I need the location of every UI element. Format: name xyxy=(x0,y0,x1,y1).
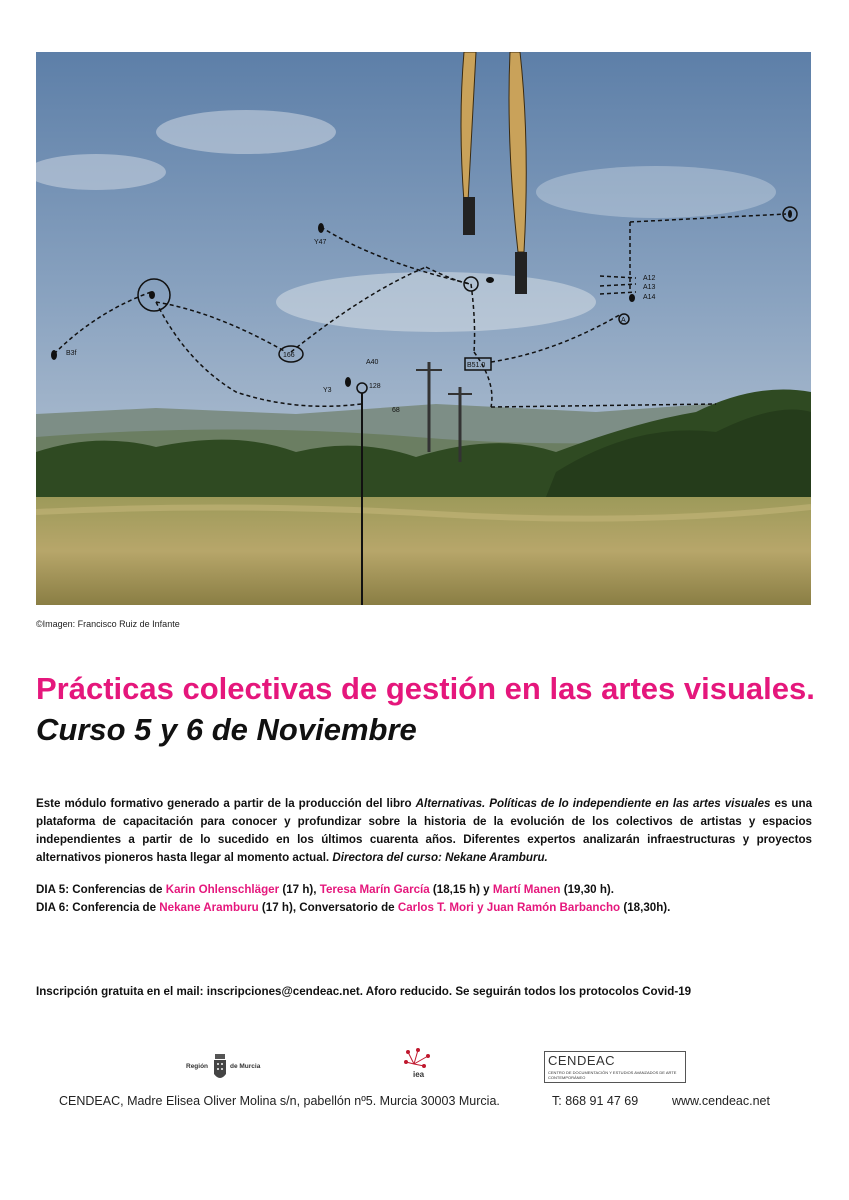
svg-text:Y3: Y3 xyxy=(323,387,332,394)
day6-end: (18,30h). xyxy=(620,901,671,914)
svg-text:A40: A40 xyxy=(366,359,379,366)
svg-text:B51.0: B51.0 xyxy=(467,362,486,369)
speaker-marti: Martí Manen xyxy=(492,883,561,896)
registration-info: Inscripción gratuita en el mail: inscripciones@cendeac.net. Aforo reducido. Se seguirán todos los protocolos Covid-19 xyxy=(36,985,692,998)
day5-prefix: DIA 5: Conferencias de xyxy=(36,883,166,896)
iea-logo-text: iea xyxy=(413,1070,425,1079)
logos-row xyxy=(0,1048,849,1088)
title-main: Prácticas colectivas de gestión en las artes visuales. xyxy=(36,671,815,706)
description-body: es una plataforma de capacitación para conocer y profundizar sobre la historia de la evolución de los colectivos de artistas y espacios independientes a partir de lo sucedido en los últimos cuarenta años. Diferentes expertos analizarán infraestructuras y proyectos alternativos pioneros hasta llegar al momento actual. xyxy=(36,797,813,864)
day6-prefix: DIA 6: Conferencia de xyxy=(36,901,160,914)
svg-text:B3f: B3f xyxy=(66,350,77,357)
cendeac-logo-title: CENDEAC xyxy=(548,1053,616,1068)
svg-text:166: 166 xyxy=(283,352,295,359)
footer xyxy=(0,1094,849,1112)
svg-text:Y47: Y47 xyxy=(314,239,327,246)
iea-logo xyxy=(402,1048,442,1084)
book-title: Alternativas. Políticas de lo independiente en las artes visuales xyxy=(415,797,771,810)
region-logo-text-right: de Murcia xyxy=(230,1063,261,1070)
day6-mid: (17 h), Conversatorio de xyxy=(258,901,398,914)
footer-address: CENDEAC, Madre Elisea Oliver Molina s/n, pabellón nº5. Murcia 30003 Murcia. xyxy=(59,1094,500,1108)
day5-time1: (17 h), xyxy=(279,883,320,896)
svg-text:A12: A12 xyxy=(643,275,656,282)
svg-text:A: A xyxy=(621,317,626,324)
speaker-teresa: Teresa Marín García xyxy=(319,883,430,896)
svg-text:A13: A13 xyxy=(643,284,656,291)
course-director: Directora del curso: Nekane Aramburu. xyxy=(332,851,548,864)
cendeac-logo-subtitle: CENTRO DE DOCUMENTACIÓN Y ESTUDIOS AVANZADOS DE ARTE CONTEMPORÁNEO xyxy=(548,1070,677,1080)
speaker-karin: Karin Ohlenschläger xyxy=(165,883,280,896)
landscape-photo xyxy=(36,52,811,605)
svg-text:128: 128 xyxy=(369,383,381,390)
schedule-day5 xyxy=(36,881,816,899)
image-credit: ©Imagen: Francisco Ruiz de Infante xyxy=(36,619,180,629)
region-murcia-logo xyxy=(186,1052,276,1086)
title-course-dates: Curso 5 y 6 de Noviembre xyxy=(36,712,417,747)
landscape-illustration xyxy=(36,52,811,605)
description-intro: Este módulo formativo generado a partir de la producción del libro xyxy=(36,797,416,810)
day5-time3: (19,30 h). xyxy=(560,883,614,896)
footer-phone: T: 868 91 47 69 xyxy=(552,1094,639,1108)
svg-text:A14: A14 xyxy=(643,294,656,301)
speaker-carlos-juan: Carlos T. Mori y Juan Ramón Barbancho xyxy=(397,901,621,914)
svg-text:68: 68 xyxy=(392,407,400,414)
page-title xyxy=(36,668,826,750)
schedule xyxy=(36,881,816,917)
schedule-day6 xyxy=(36,899,816,917)
footer-website[interactable]: www.cendeac.net xyxy=(672,1094,770,1108)
speaker-nekane: Nekane Aramburu xyxy=(159,901,259,914)
coat-of-arms-icon xyxy=(212,1052,228,1084)
day5-time2: (18,15 h) y xyxy=(429,883,493,896)
course-description xyxy=(36,795,812,867)
cendeac-logo xyxy=(544,1051,686,1083)
region-logo-text-left: Región xyxy=(186,1063,209,1070)
